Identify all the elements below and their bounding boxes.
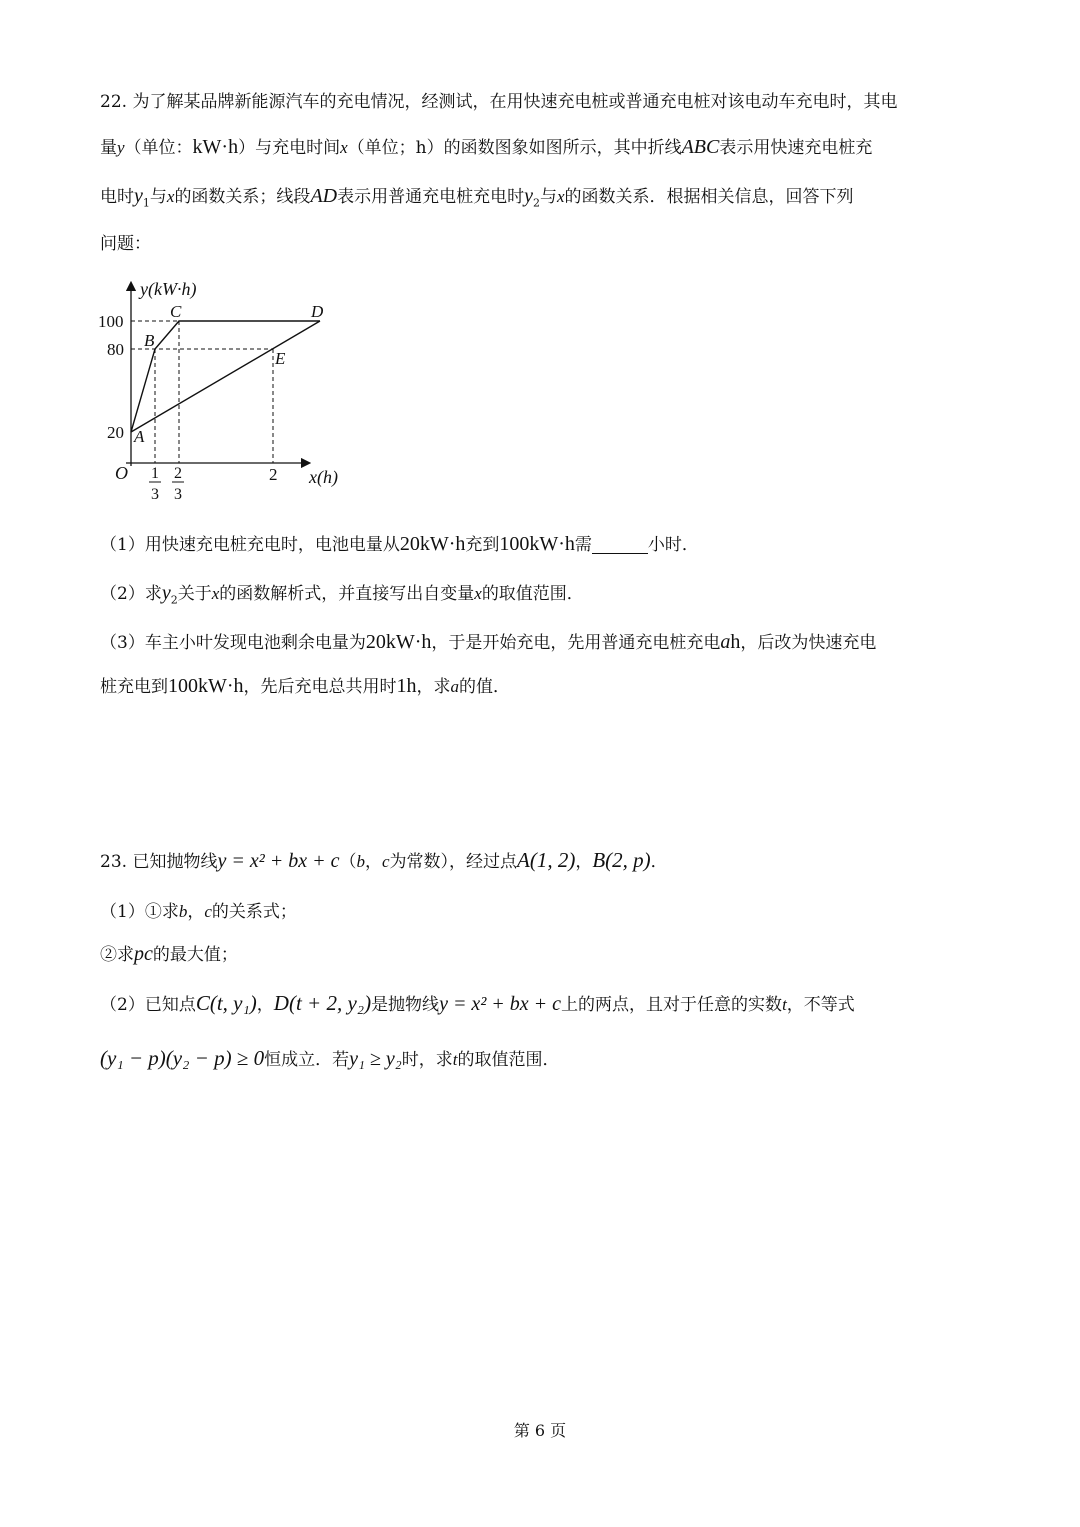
x-tick-2: 2 bbox=[269, 465, 278, 484]
x-axis-label: x(h) bbox=[309, 467, 338, 487]
answer-blank[interactable] bbox=[592, 535, 648, 554]
point-label-A: A bbox=[134, 427, 145, 446]
point-label-D: D bbox=[311, 302, 324, 321]
y-tick-20: 20 bbox=[107, 423, 124, 442]
segment-AD bbox=[131, 321, 320, 432]
x-tick-num-1: 1 bbox=[151, 465, 159, 482]
q23-part-2: （2）已知点C(t, y₁)，D(t + 2, y₂)是抛物线y = x² + bx + c上的两点，且对于任意的实数t，不等式 bbox=[100, 991, 855, 1015]
q23-part-1-a: （1）①求b，c的关系式； bbox=[100, 902, 297, 922]
q22-part-1: （1）用快速充电桩充电时，电池电量从20kW·h充到100kW·h需 小时． bbox=[100, 533, 699, 555]
q23-part-2-line-2: (y₁ − p)(y₂ − p) ≥ 0恒成立．若y₁ ≥ y₂时，求t的取值范围． bbox=[100, 1046, 560, 1070]
q22-line-2: 量y（单位：kW·h）与充电时间x（单位；h）的函数图象如图所示，其中折线ABC表示用快速充电桩充 bbox=[100, 136, 873, 158]
x-tick-num-2: 2 bbox=[174, 465, 182, 482]
q22-part-3-line-1: （3）车主小叶发现电池剩余电量为20kW·h，于是开始充电，先用普通充电桩充电ah，后改为快速充电 bbox=[100, 631, 877, 653]
y-tick-100: 100 bbox=[98, 312, 124, 331]
point-label-E: E bbox=[275, 349, 286, 368]
point-label-B: B bbox=[144, 331, 155, 350]
q22-part-3-line-2: 桩充电到100kW·h，先后充电总共用时1h，求a的值． bbox=[100, 675, 511, 697]
origin-label: O bbox=[115, 463, 128, 483]
y-axis-label: y(kW·h) bbox=[140, 279, 197, 299]
page-footer: 第 6 页 bbox=[513, 1421, 567, 1440]
q22-part-2: （2）求$y_2$关于x的函数解析式，并直接写出自变量x的取值范围． bbox=[100, 582, 584, 607]
q23-number: 23. bbox=[100, 852, 128, 872]
q22-line-4: 问题： bbox=[100, 234, 151, 254]
q22-line-3: 电时$y_1$与x的函数关系；线段AD表示用普通充电桩充电时$y_2$与x的函数关系．根据相关信息，回答下列 bbox=[100, 185, 854, 210]
q23-line-1: 23. 已知抛物线y = x² + bx + c（b，c为常数），经过点A(1, 2)，B(2, p)． bbox=[100, 848, 668, 872]
x-tick-den-1: 3 bbox=[151, 486, 159, 503]
charging-graph bbox=[98, 278, 358, 508]
q22-number: 22. bbox=[100, 92, 128, 112]
q23-part-1-b: ②求pc的最大值； bbox=[100, 943, 238, 965]
y-tick-80: 80 bbox=[107, 340, 124, 359]
point-label-C: C bbox=[170, 302, 182, 321]
x-tick-den-2: 3 bbox=[174, 486, 182, 503]
q22-line-1: 22. 为了解某品牌新能源汽车的充电情况，经测试，在用快速充电桩或普通充电桩对该电动车充电时，其电 bbox=[100, 92, 898, 112]
